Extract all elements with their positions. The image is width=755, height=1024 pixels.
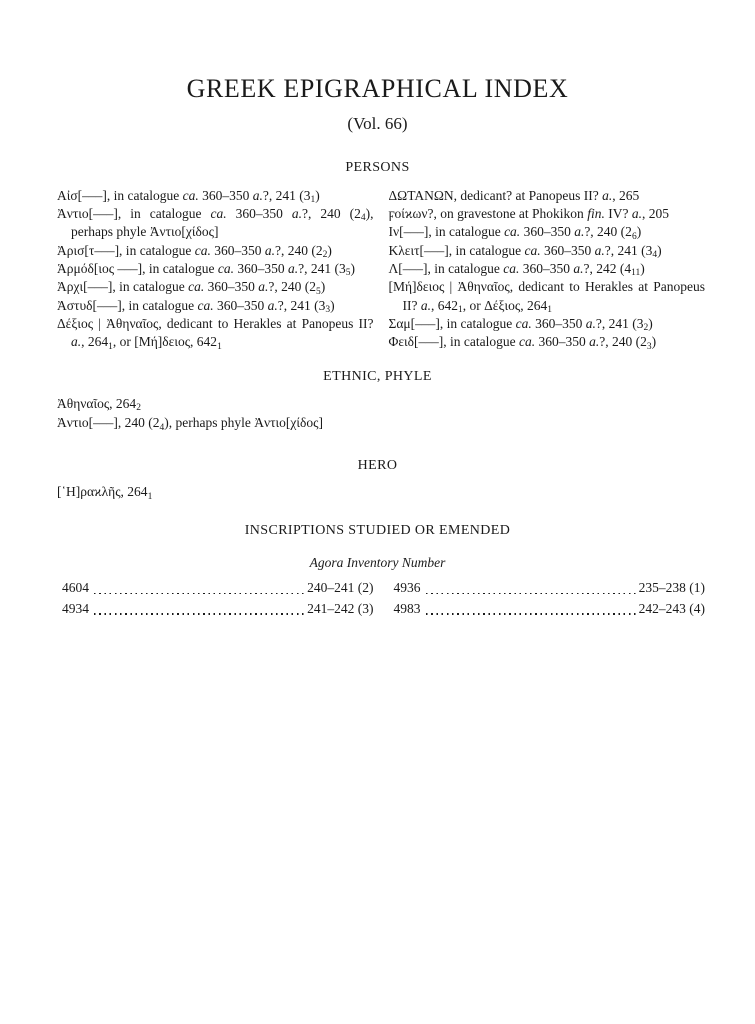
inventory-number: 4604 xyxy=(62,580,89,596)
inventory-column-left xyxy=(57,578,374,619)
inventory-number: 4936 xyxy=(393,580,421,596)
index-entry: Αἰσ[–––], in catalogue ca. 360–350 a.?, 241 $(3_1)$ xyxy=(57,187,320,206)
index-entry: Ἁρμόδ[ιος –––], in catalogue ca. 360–350 a.?, 241 $(3_5)$ xyxy=(57,260,356,279)
page-reference: 241–242 (3) xyxy=(307,600,374,616)
persons-column-left xyxy=(57,187,374,352)
volume-label: (Vol. 66) xyxy=(347,114,408,133)
index-entry: Λ[–––], in catalogue ca. 360–350 a.?, 242 $(4_{11})$ xyxy=(388,260,645,279)
ethnic-phyle-heading: ETHNIC, PHYLE xyxy=(323,369,432,385)
persons-heading: PERSONS xyxy=(345,160,410,176)
inventory-number: 4983 xyxy=(393,600,421,616)
inventory-table xyxy=(57,578,705,619)
dot-leader xyxy=(421,578,639,599)
inventory-row xyxy=(389,599,706,620)
inventory-row xyxy=(57,578,374,599)
index-entry: Δέξιος | Ἀθηναῖος, dedicant to Herakles at Panopeus II? a., $264_1$, or [Μή]δειος, $642_1$ xyxy=(57,315,374,352)
index-entry: Ἀντιο[–––], in catalogue ca. 360–350 a.?, 240 $(2_4)$, perhaps phyle Ἀντιο[χίδος] xyxy=(57,206,374,240)
index-entry: Ἀστυδ[–––], in catalogue ca. 360–350 a.?, 241 $(3_3)$ xyxy=(57,297,335,315)
index-entry: ΔΩΤΑΝΩΝ, dedicant? at Panopeus II? a., 265 xyxy=(388,187,640,203)
persons-columns xyxy=(57,187,705,352)
index-entry: Κλειτ[–––], in catalogue ca. 360–350 a.?, 241 $(3_4)$ xyxy=(388,242,662,261)
dot-leader xyxy=(89,578,307,599)
inventory-column-right xyxy=(389,578,706,619)
hero-entries xyxy=(57,482,705,502)
index-entry: Ἀντιο[–––], 240 $(2_4)$, perhaps phyle Ἀντιο[χίδος] xyxy=(57,415,323,433)
index-entry: Ιν[–––], in catalogue ca. 360–350 a.?, 240 $(2_6)$ xyxy=(388,224,642,242)
index-entry: Ἀρισ[τ–––], in catalogue ca. 360–350 a.?, 240 $(2_2)$ xyxy=(57,242,332,261)
index-entry: Φειδ[–––], in catalogue ca. 360–350 a.?, 240 $(2_3)$ xyxy=(388,334,657,352)
page-title: GREEK EPIGRAPHICAL INDEX xyxy=(186,74,569,103)
page-reference: 240–241 (2) xyxy=(307,580,374,596)
index-entry: [Μή]δειος | Ἀθηναῖος, dedicant to Herakles at Panopeus II? a., $642_1$, or Δέξιος, $264_1$ xyxy=(388,279,705,315)
index-entry: Ἀθηναῖος, $264_2$ xyxy=(57,395,141,414)
page-reference: 235–238 (1) xyxy=(638,580,705,596)
persons-column-right xyxy=(389,187,706,352)
inventory-subheading: Agora Inventory Number xyxy=(309,555,446,571)
index-entry: Σαμ[–––], in catalogue ca. 360–350 a.?, 241 $(3_2)$ xyxy=(388,315,653,334)
index-entry: Ἀρχι[–––], in catalogue ca. 360–350 a.?, 240 $(2_5)$ xyxy=(57,279,326,297)
dot-leader xyxy=(89,599,307,620)
inscriptions-heading: INSCRIPTIONS STUDIED OR EMENDED xyxy=(244,522,511,538)
hero-heading: HERO xyxy=(357,457,398,473)
index-entry: ϝοίϰων?, on gravestone at Phokikon fin. IV? a., 205 xyxy=(388,206,669,222)
ethnic-phyle-entries xyxy=(57,394,705,433)
page-reference: 242–243 (4) xyxy=(638,600,705,616)
inventory-row xyxy=(389,578,706,599)
inventory-row xyxy=(57,599,374,620)
dot-leader xyxy=(421,599,639,620)
inventory-number: 4934 xyxy=(62,600,89,616)
index-entry: [῾Η]ραϰλῆς, $264_1$ xyxy=(57,484,153,502)
